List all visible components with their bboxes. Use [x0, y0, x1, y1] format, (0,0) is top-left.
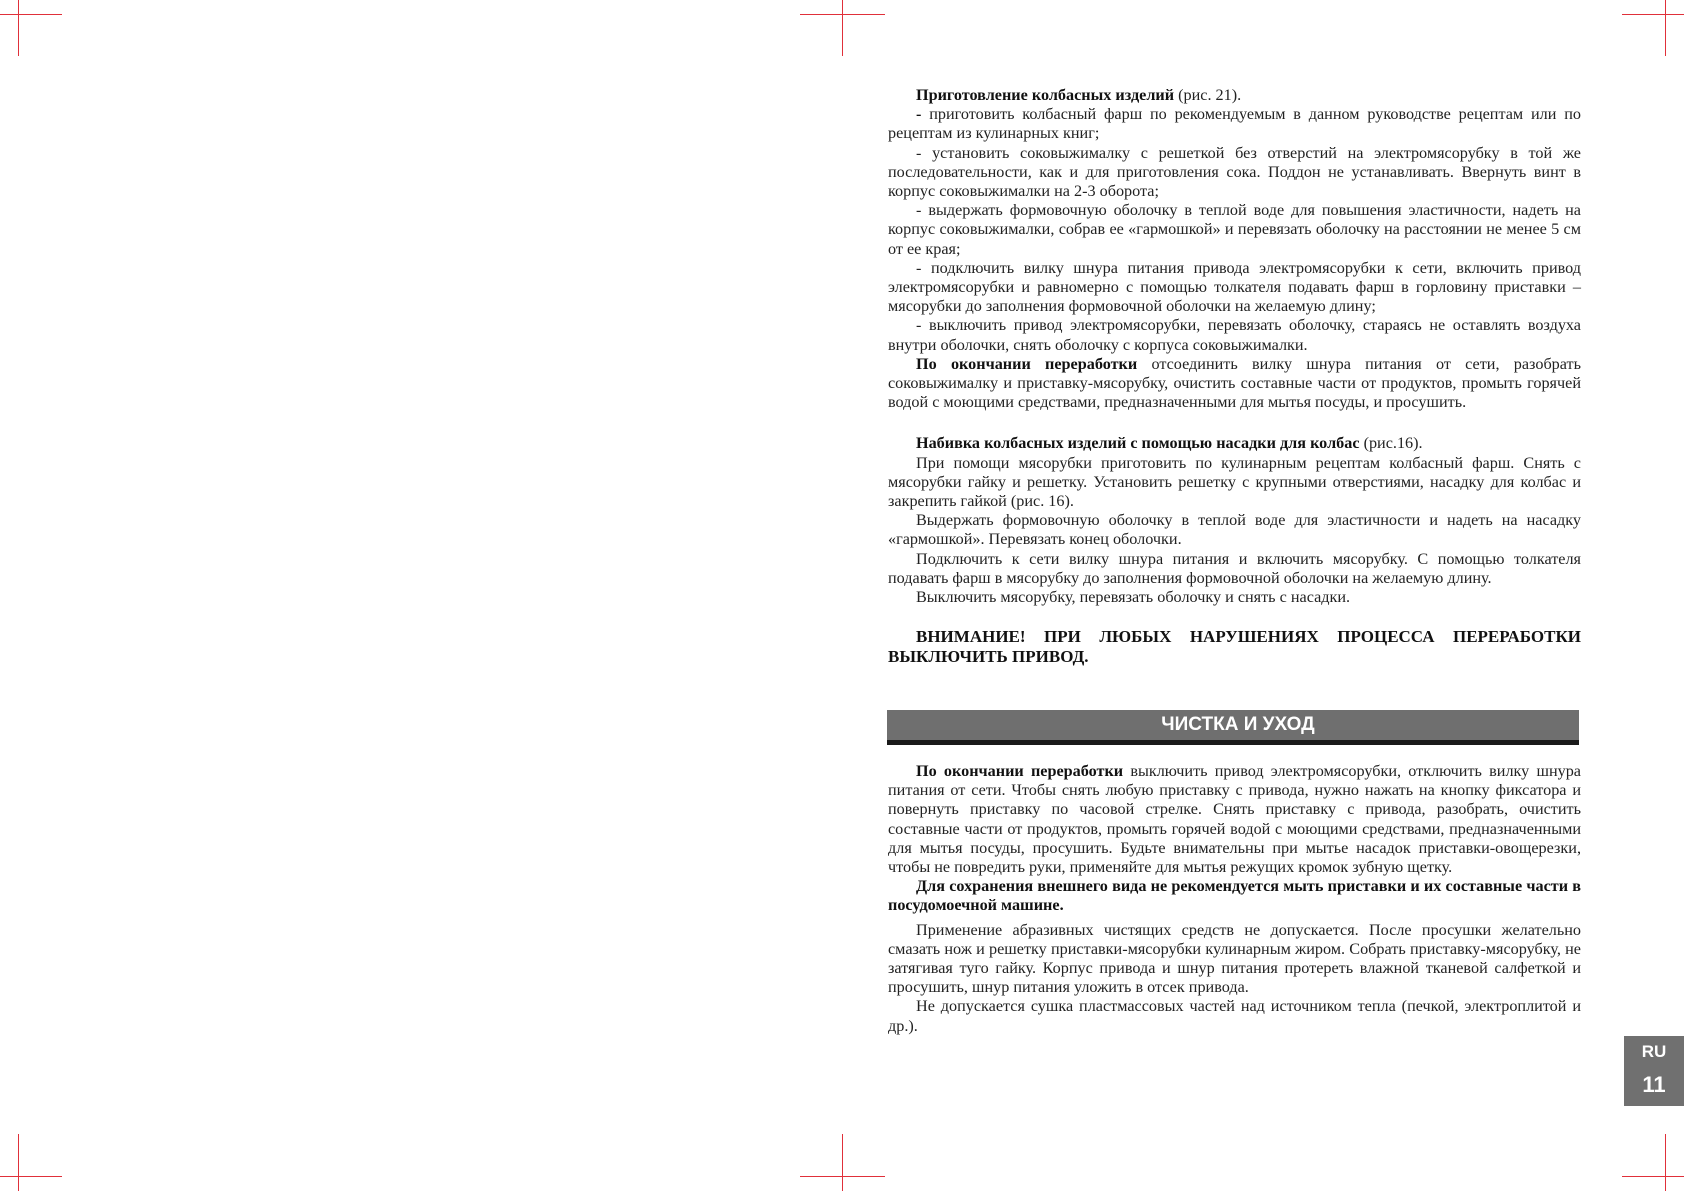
- sausage-step: - подключить вилку шнура питания привода электромясорубки к сети, включить привод электромясорубки и равномерно с помощью толкателя подавать фарш в горловину приставки – мясорубки до заполнения формовочной оболочки на желаемую длину;: [888, 258, 1581, 316]
- sausage-heading: [888, 86, 1581, 105]
- cleaning-paragraph: Применение абразивных чистящих средств не допускается. После просушки желательно смазать нож и решетку приставки-мясорубки кулинарным жиром. Собрать приставку-мясорубку, не затягивая туго гайку. Корпус привода и шнур питания протереть влажной тканевой салфеткой и просушить, шнур питания уложить в отсек привода.: [888, 920, 1581, 997]
- sausage-step-text: приготовить колбасный фарш по рекомендуемым в данном руководстве рецептам или по рецептам из кулинарных книг;: [888, 105, 1581, 143]
- crop-mark-top-left-v: [18, 0, 19, 56]
- warning-text: ВНИМАНИЕ! ПРИ ЛЮБЫХ НАРУШЕНИЯХ ПРОЦЕССА ПЕРЕРАБОТКИ ВЫКЛЮЧИТЬ ПРИВОД.: [888, 627, 1581, 667]
- sausage-step: [888, 105, 1581, 143]
- crop-mark-top-right-h: [1622, 14, 1684, 15]
- nozzle-heading-ref: (рис.16).: [1359, 434, 1423, 453]
- sausage-step: - установить соковыжималку с решеткой без отверстий на электромясорубку в той же последовательности, как и для приготовления сока. Поддон не устанавливать. Ввернуть винт в корпус соковыжималки на 2-3 оборота;: [888, 143, 1581, 201]
- nozzle-step: Выдержать формовочную оболочку в теплой воде для эластичности и надеть на насадку «гармошкой». Перевязать конец оболочки.: [888, 511, 1581, 549]
- instructions-column: [888, 86, 1581, 667]
- page-number: 11: [1642, 1072, 1666, 1097]
- cleaning-text: выключить привод электромясорубки, отключить вилку шнура питания от сети. Чтобы снять любую приставку с привода, нужно нажать на кнопку фиксатора и повернуть приставку по часовой стрелке. Снять приставку с привода, разобрать, очистить составные части от продуктов, промыть горячей водой с моющими средствами, предназначенными для мытья посуды, просушить. Будьте внимательны при мытье насадок приставки-овощерезки, чтобы не повредить руки, применяйте для мытья режущих кромок зубную щетку.: [888, 762, 1581, 877]
- page-tab: [1624, 1036, 1684, 1106]
- crop-mark-bottom-right-h: [1622, 1176, 1684, 1177]
- nozzle-step: Выключить мясорубку, перевязать оболочку и снять с насадки.: [916, 588, 1351, 607]
- crop-mark-bottom-left-h: [0, 1176, 62, 1177]
- cleaning-column: [888, 762, 1581, 1036]
- sausage-finish: [888, 355, 1581, 413]
- cleaning-lead: По окончании переработки: [916, 762, 1124, 780]
- cleaning-paragraph: Не допускается сушка пластмассовых частей над источником тепла (печкой, электроплитой и др.).: [888, 997, 1581, 1035]
- sausage-step: - выдержать формовочную оболочку в теплой воде для повышения эластичности, надеть на корпус соковыжималки, собрав ее «гармошкой» и перевязать оболочку на расстоянии не менее 5 см от ее края;: [888, 201, 1581, 258]
- crop-mark-bottom-right-v: [1665, 1134, 1666, 1191]
- crop-mark-top-center-v: [842, 0, 843, 56]
- cleaning-note: [888, 877, 1581, 915]
- section-title: ЧИСТКА И УХОД: [1161, 714, 1315, 735]
- sausage-step: - выключить привод электромясорубки, перевязать оболочку, стараясь не оставлять воздуха внутри оболочки, снять оболочку с корпуса соковыжималки.: [888, 316, 1581, 354]
- sausage-heading-title: Приготовление колбасных изделий: [916, 86, 1175, 104]
- nozzle-step: Подключить к сети вилку шнура питания и включить мясорубку. С помощью толкателя подавать фарш в мясорубку до заполнения формовочной оболочки на желаемую длину.: [888, 549, 1581, 587]
- sausage-step-dash: -: [916, 105, 922, 124]
- nozzle-step: При помощи мясорубки приготовить по кулинарным рецептам колбасный фарш. Снять с мясорубки гайку и решетку. Установить решетку с крупными отверстиями, насадку для колбас и закрепить гайкой (рис. 16).: [888, 453, 1581, 511]
- crop-mark-bottom-left-v: [18, 1134, 19, 1191]
- crop-mark-top-left-h: [0, 14, 62, 15]
- sausage-finish-text: отсоединить вилку шнура питания от сети, разобрать соковыжималку и приставку-мясорубку, очистить составные части от продуктов, промыть горячей водой с моющими средствами, предназначенными для мытья посуды, и просушить.: [888, 354, 1581, 412]
- nozzle-heading: [888, 434, 1581, 453]
- cleaning-note-bold: Для сохранения внешнего вида не рекомендуется мыть приставки и их составные части в посудомоечной машине.: [888, 877, 1581, 915]
- nozzle-heading-title: Набивка колбасных изделий с помощью насадки для колбас: [916, 434, 1360, 453]
- sausage-finish-lead: По окончании переработки: [916, 354, 1138, 373]
- cleaning-paragraph: [888, 762, 1581, 877]
- sausage-heading-ref: (рис. 21).: [1174, 86, 1242, 104]
- language-label: RU: [1641, 1042, 1667, 1061]
- crop-mark-bottom-center-v: [842, 1134, 843, 1191]
- crop-mark-top-right-v: [1665, 0, 1666, 56]
- section-header-cleaning: [887, 710, 1579, 745]
